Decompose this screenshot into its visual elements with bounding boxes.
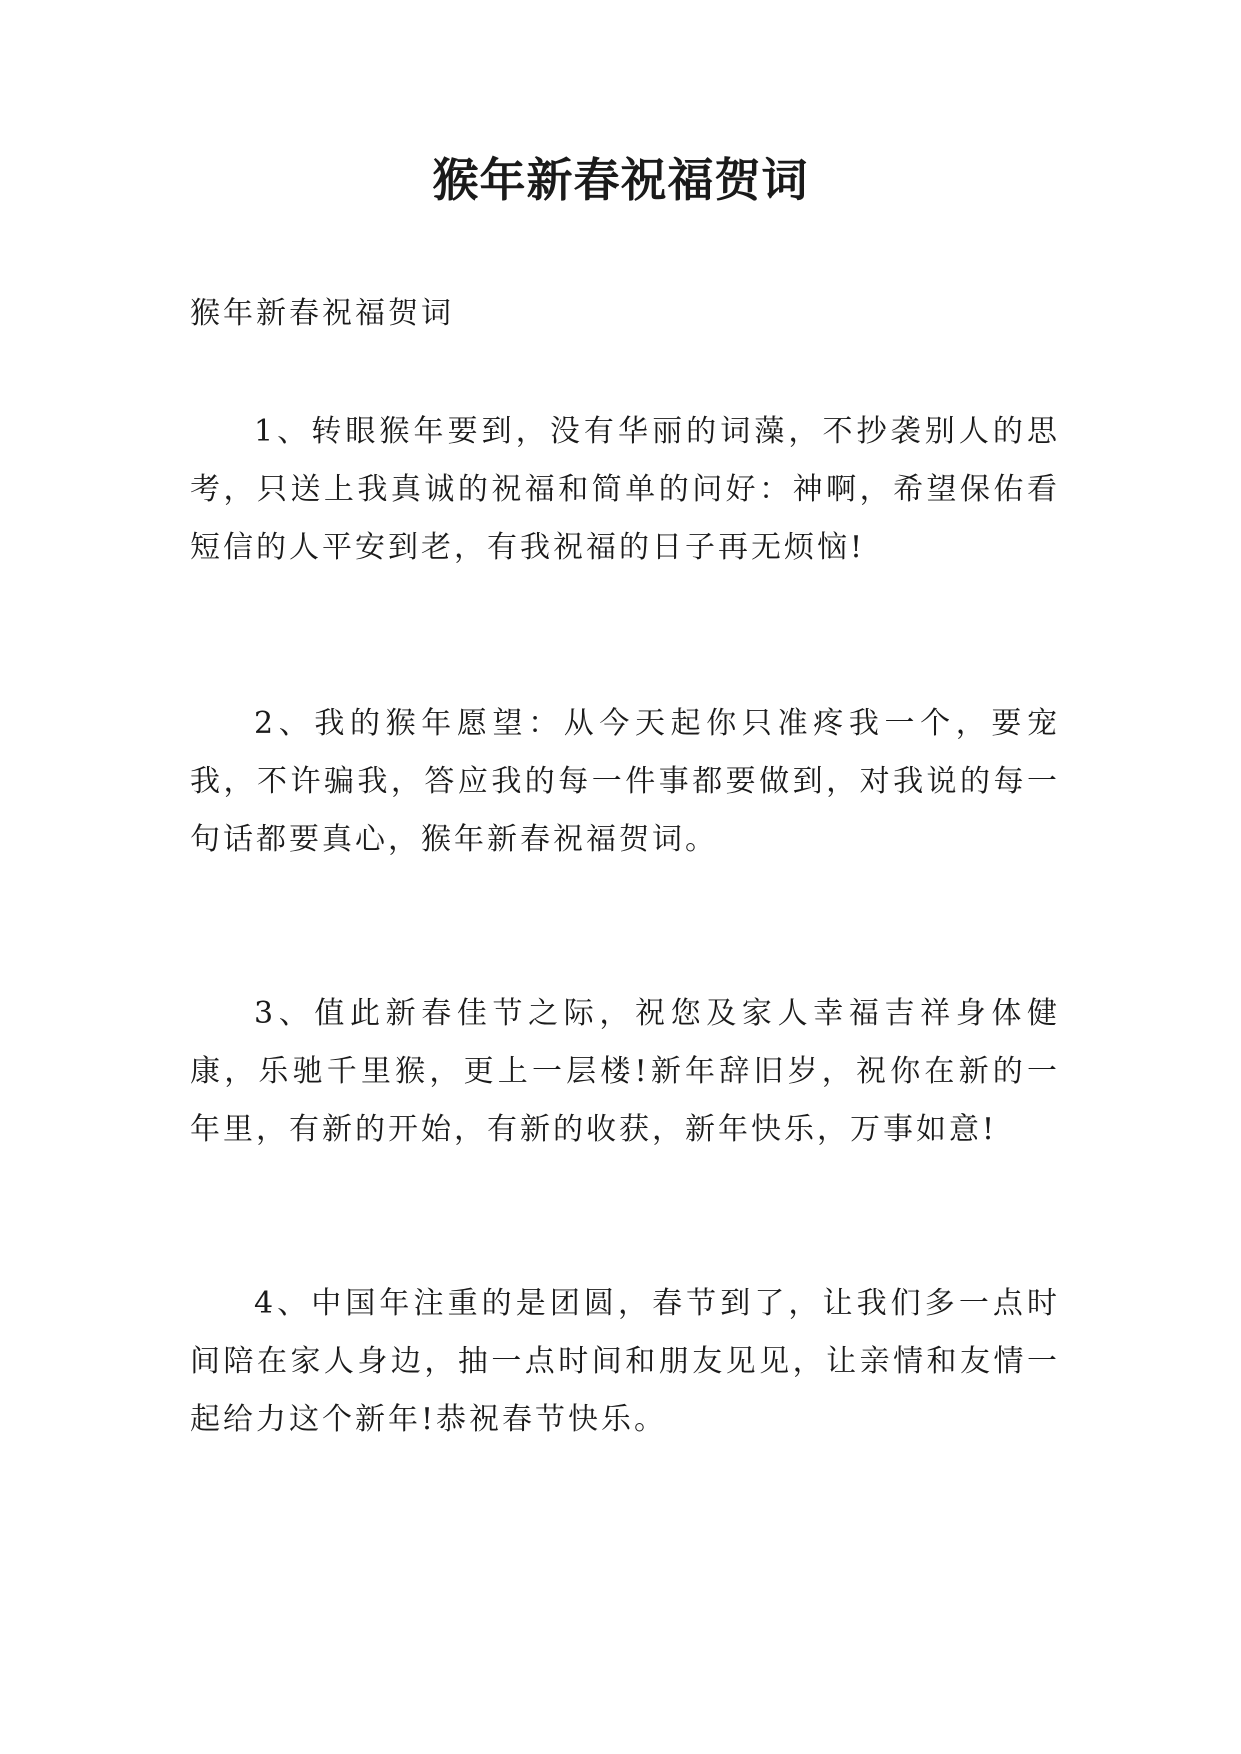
document-subtitle: 猴年新春祝福贺词 [190, 296, 454, 331]
paragraph-3: 3、值此新春佳节之际，祝您及家人幸福吉祥身体健康，乐驰千里猴，更上一层楼!新年辞旧岁，祝你在新的一年里，有新的开始，有新的收获，新年快乐，万事如意! [190, 996, 1060, 1147]
paragraph-4: 4、中国年注重的是团圆，春节到了，让我们多一点时间陪在家人身边，抽一点时间和朋友见见，让亲情和友情一起给力这个新年!恭祝春节快乐。 [190, 1286, 1060, 1437]
paragraph-1: 1、转眼猴年要到，没有华丽的词藻，不抄袭别人的思考，只送上我真诚的祝福和简单的问好：神啊，希望保佑看短信的人平安到老，有我祝福的日子再无烦恼! [190, 414, 1060, 565]
document-title: 猴年新春祝福贺词 [432, 153, 809, 207]
paragraph-2: 2、我的猴年愿望：从今天起你只准疼我一个，要宠我，不许骗我，答应我的每一件事都要做到，对我说的每一句话都要真心，猴年新春祝福贺词。 [190, 706, 1060, 857]
